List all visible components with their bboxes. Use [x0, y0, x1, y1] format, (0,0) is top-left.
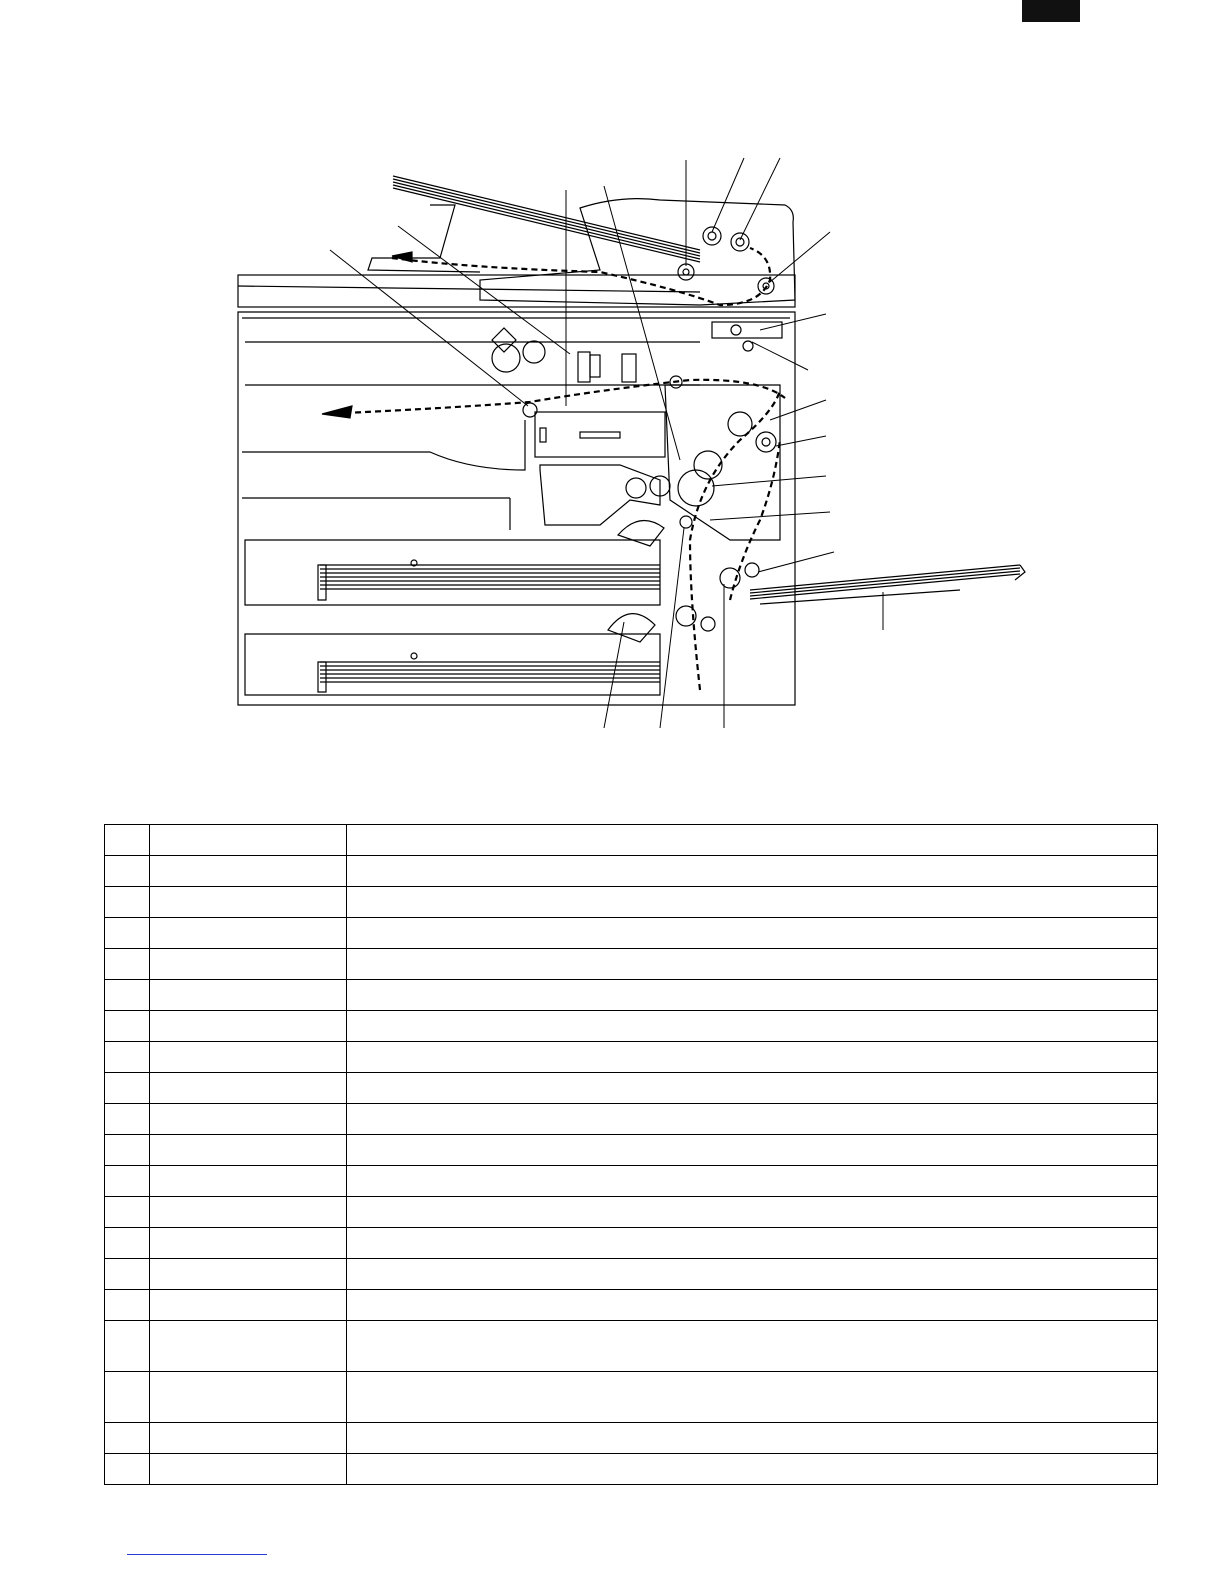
row-description — [347, 1321, 1158, 1372]
row-number — [105, 1104, 150, 1135]
row-description — [347, 1104, 1158, 1135]
lamp-unit — [712, 322, 782, 351]
feeder-roller-2 — [731, 233, 749, 251]
table-row — [105, 1042, 1158, 1073]
scanner-optics — [492, 328, 636, 382]
row-name — [150, 856, 347, 887]
toner-cartridge — [540, 465, 660, 525]
table-row — [105, 887, 1158, 918]
row-number — [105, 1197, 150, 1228]
row-name — [150, 1372, 347, 1423]
row-description — [347, 887, 1158, 918]
row-description — [347, 1197, 1158, 1228]
row-description — [347, 980, 1158, 1011]
row-description — [347, 1073, 1158, 1104]
row-number — [105, 1454, 150, 1485]
table-row — [105, 1073, 1158, 1104]
pickup-roller-2 — [608, 614, 655, 642]
row-name — [150, 918, 347, 949]
row-description — [347, 1259, 1158, 1290]
row-description — [347, 1135, 1158, 1166]
row-number — [105, 1423, 150, 1454]
row-name — [150, 1104, 347, 1135]
parts-table — [104, 824, 1158, 1485]
table-row — [105, 1290, 1158, 1321]
row-name — [150, 1135, 347, 1166]
table-row — [105, 1372, 1158, 1423]
row-number — [105, 1042, 150, 1073]
table-row — [105, 1228, 1158, 1259]
row-number — [105, 1321, 150, 1372]
row-description — [347, 1454, 1158, 1485]
drum — [678, 470, 714, 506]
row-name — [150, 1073, 347, 1104]
row-description — [347, 856, 1158, 887]
table-row — [105, 980, 1158, 1011]
feeder-roller-3 — [678, 264, 694, 280]
table-row — [105, 949, 1158, 980]
row-name — [150, 1042, 347, 1073]
row-number — [105, 856, 150, 887]
table-row — [105, 1259, 1158, 1290]
row-name — [150, 1259, 347, 1290]
row-name — [150, 1290, 347, 1321]
table-row — [105, 1423, 1158, 1454]
row-name — [150, 980, 347, 1011]
row-name — [150, 1321, 347, 1372]
row-name — [150, 1197, 347, 1228]
row-number — [105, 949, 150, 980]
row-number — [105, 1135, 150, 1166]
row-description — [347, 1011, 1158, 1042]
table-row — [105, 856, 1158, 887]
row-name — [150, 1423, 347, 1454]
row-number — [105, 1228, 150, 1259]
table-row — [105, 1166, 1158, 1197]
row-name — [150, 1228, 347, 1259]
output-area — [242, 420, 525, 470]
row-number — [105, 1166, 150, 1197]
row-description — [347, 1372, 1158, 1423]
row-name — [150, 949, 347, 980]
row-number — [105, 1290, 150, 1321]
row-name — [150, 887, 347, 918]
paper-tray-1 — [245, 540, 660, 605]
row-description — [347, 1228, 1158, 1259]
row-description — [347, 949, 1158, 980]
manual-bypass-tray — [750, 565, 1025, 604]
row-number — [105, 1011, 150, 1042]
table-row — [105, 1135, 1158, 1166]
row-number — [105, 1372, 150, 1423]
row-description — [347, 918, 1158, 949]
row-description — [347, 1042, 1158, 1073]
footer-link[interactable] — [127, 1554, 267, 1555]
header-number — [105, 825, 150, 856]
row-number — [105, 1073, 150, 1104]
callout-leaders — [330, 158, 883, 728]
row-number — [105, 918, 150, 949]
table-row — [105, 1454, 1158, 1485]
table-row — [105, 1197, 1158, 1228]
feeder-roller-1 — [703, 227, 721, 245]
table-row — [105, 1011, 1158, 1042]
laser-unit — [535, 412, 665, 457]
pickup-roller-1 — [618, 520, 664, 546]
row-number — [105, 1259, 150, 1290]
row-description — [347, 1290, 1158, 1321]
paper-tray-2 — [245, 634, 660, 695]
row-name — [150, 1454, 347, 1485]
row-description — [347, 1423, 1158, 1454]
row-number — [105, 887, 150, 918]
document-paper-path — [392, 248, 770, 305]
row-name — [150, 1011, 347, 1042]
table-row — [105, 918, 1158, 949]
row-name — [150, 1166, 347, 1197]
original-tray — [368, 176, 700, 272]
table-row — [105, 1321, 1158, 1372]
main-body-outline — [238, 312, 795, 705]
row-description — [347, 1166, 1158, 1197]
copier-cross-section-diagram — [0, 0, 1224, 760]
header-description — [347, 825, 1158, 856]
table-row — [105, 1104, 1158, 1135]
row-number — [105, 980, 150, 1011]
header-name — [150, 825, 347, 856]
parts-table-header-row — [105, 825, 1158, 856]
